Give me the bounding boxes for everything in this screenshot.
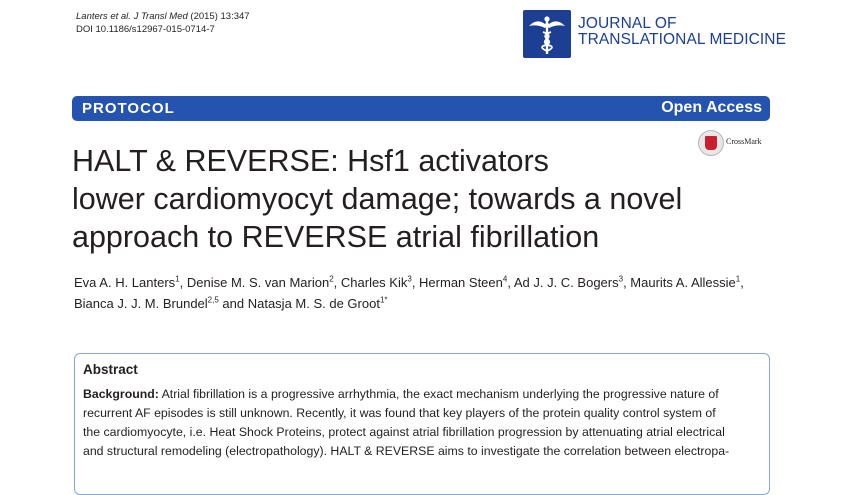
crossmark-label: CrossMark (726, 137, 762, 146)
article-type: PROTOCOL (82, 100, 175, 117)
author-separator: , (623, 275, 631, 290)
author-separator: , (740, 275, 744, 290)
author-affiliation: 4 (502, 274, 508, 284)
abstract-section (74, 353, 770, 495)
author-affiliation: 3 (618, 274, 624, 284)
citation-header (76, 10, 250, 36)
author-separator: , (179, 275, 187, 290)
journal-name-line1: JOURNAL OF (578, 15, 677, 32)
abstract-text: Atrial fibrillation is a progressive arrhythmia, the exact mechanism underlying the progressive nature of (161, 387, 719, 401)
author-name[interactable]: Eva A. H. Lanters (74, 275, 176, 290)
author-affiliation: 1 (735, 274, 741, 284)
title-line: HALT & REVERSE: Hsf1 activators (72, 144, 549, 178)
author-affiliation: 2 (329, 274, 334, 284)
author-affiliation: 1* (379, 295, 388, 305)
abstract-heading: Abstract (83, 362, 138, 377)
citation-year-volume: (2015) 13:347 (190, 11, 250, 22)
author-affiliation: 1 (175, 274, 180, 284)
citation-authors: Lanters et al. (76, 11, 131, 22)
open-access-label[interactable]: Open Access (661, 99, 762, 116)
author-name[interactable]: Ad J. J. C. Bogers (513, 275, 619, 290)
citation-line (76, 10, 250, 23)
author-line (74, 272, 774, 293)
journal-name-line2: TRANSLATIONAL MEDICINE (578, 31, 787, 48)
author-line (74, 293, 774, 314)
article-type-banner (72, 96, 770, 121)
caduceus-icon (523, 10, 571, 58)
author-name[interactable]: Herman Steen (419, 275, 503, 290)
author-separator: , (333, 275, 341, 290)
author-separator: , (411, 275, 420, 290)
author-name[interactable]: Natasja M. S. de Groot (247, 296, 380, 311)
author-name[interactable]: Charles Kik (340, 275, 408, 290)
background-label: Background: (83, 387, 159, 401)
journal-logo[interactable] (523, 10, 787, 60)
abstract-line (83, 385, 767, 404)
author-list (74, 272, 774, 314)
title-line: approach to REVERSE atrial fibrillation (72, 220, 600, 254)
author-affiliation: 2,5 (207, 295, 219, 305)
abstract-line: and structural remodeling (electropathology). HALT & REVERSE aims to investigate the correlation between electropa- (83, 444, 730, 458)
author-separator: and (218, 296, 248, 311)
citation-journal: J Transl Med (133, 11, 188, 22)
abstract-line: recurrent AF episodes is still unknown. Recently, it was found that key players of the protein quality control system of (83, 406, 716, 420)
citation-doi[interactable]: DOI 10.1186/s12967-015-0714-7 (76, 24, 215, 35)
journal-name (578, 16, 786, 48)
abstract-line: the cardiomyocyte, i.e. Heat Shock Proteins, protect against atrial fibrillation progression by attenuating atrial electrical (83, 425, 725, 439)
author-name[interactable]: Bianca J. J. M. Brundel (74, 296, 208, 311)
author-name[interactable]: Maurits A. Allessie (630, 275, 736, 290)
article-title (72, 142, 772, 256)
author-separator: , (507, 275, 514, 290)
author-affiliation: 3 (407, 274, 412, 284)
author-name[interactable]: Denise M. S. van Marion (186, 275, 330, 290)
title-line: lower cardiomyocyt damage; towards a novel (72, 182, 683, 216)
